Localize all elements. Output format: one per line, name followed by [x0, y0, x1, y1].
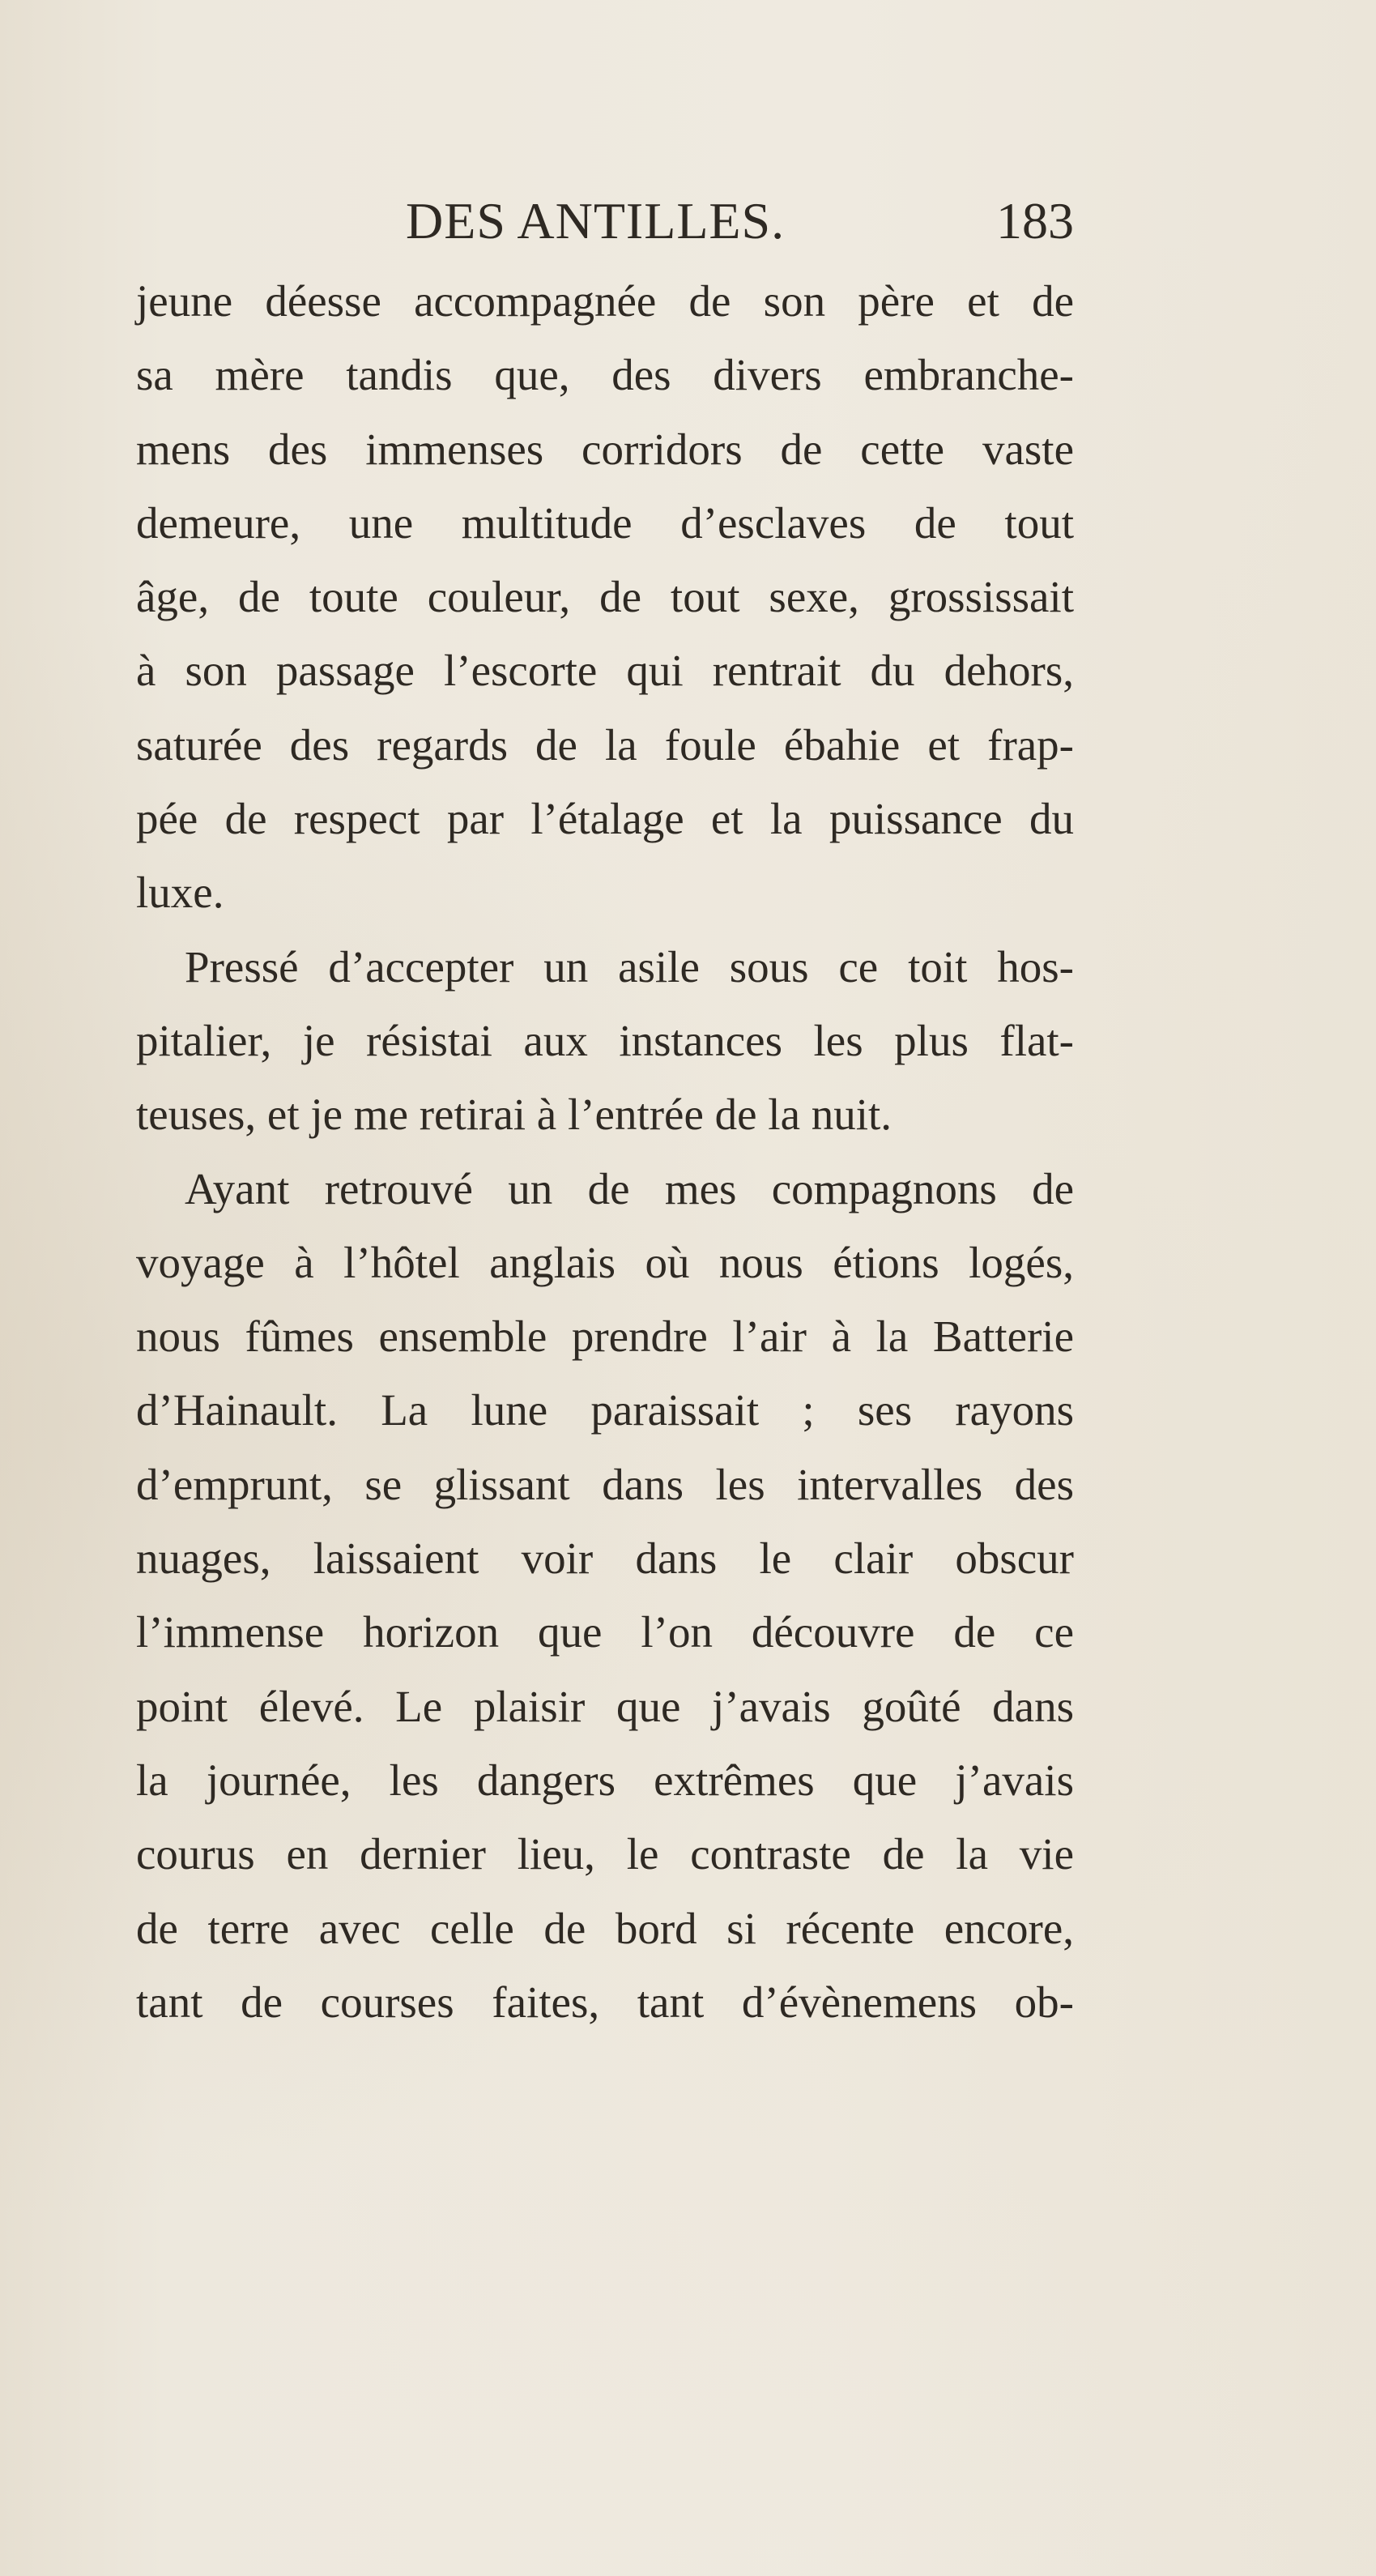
text-line: teuses, et je me retirai à l’entrée de la nuit.: [136, 1090, 892, 1140]
text-line: Ayant retrouvé un de mes compagnons de: [185, 1163, 1074, 1213]
text-line: tant de courses faites, tant d’évènemens ob-: [136, 1977, 1074, 2027]
text-line: Pressé d’accepter un asile sous ce toit hos-: [185, 941, 1074, 992]
text-line: sa mère tandis que, des divers embranche-: [136, 350, 1074, 400]
text-line: pée de respect par l’étalage et la puissance du: [136, 794, 1074, 844]
text-line: nuages, laissaient voir dans le clair obscur: [136, 1533, 1074, 1584]
text-line: courus en dernier lieu, le contraste de la vie: [136, 1829, 1074, 1879]
text-line: jeune déesse accompagnée de son père et de: [136, 276, 1074, 326]
text-line: voyage à l’hôtel anglais où nous étions logés,: [136, 1237, 1074, 1287]
text-line: la journée, les dangers extrêmes que j’avais: [136, 1755, 1074, 1805]
running-title: DES ANTILLES.: [406, 192, 786, 249]
text-line: luxe.: [136, 868, 224, 918]
page-header: [136, 177, 1074, 266]
body-text: [136, 264, 1074, 2039]
text-line: demeure, une multitude d’esclaves de tout: [136, 497, 1074, 548]
text-line: mens des immenses corridors de cette vaste: [136, 424, 1074, 474]
text-line: saturée des regards de la foule ébahie et frap-: [136, 719, 1074, 770]
text-line: nous fûmes ensemble prendre l’air à la Batterie: [136, 1311, 1074, 1362]
text-line: d’emprunt, se glissant dans les intervalles des: [136, 1459, 1074, 1509]
text-line: âge, de toute couleur, de tout sexe, grossissait: [136, 572, 1074, 622]
page-number: 183: [996, 192, 1074, 249]
text-line: de terre avec celle de bord si récente encore,: [136, 1903, 1074, 1953]
text-line: d’Hainault. La lune paraissait ; ses rayons: [136, 1385, 1074, 1435]
text-line: pitalier, je résistai aux instances les plus flat-: [136, 1015, 1074, 1065]
text-line: point élevé. Le plaisir que j’avais goûté dans: [136, 1681, 1074, 1731]
text-line: l’immense horizon que l’on découvre de ce: [136, 1607, 1074, 1657]
text-line: à son passage l’escorte qui rentrait du dehors,: [136, 646, 1074, 696]
